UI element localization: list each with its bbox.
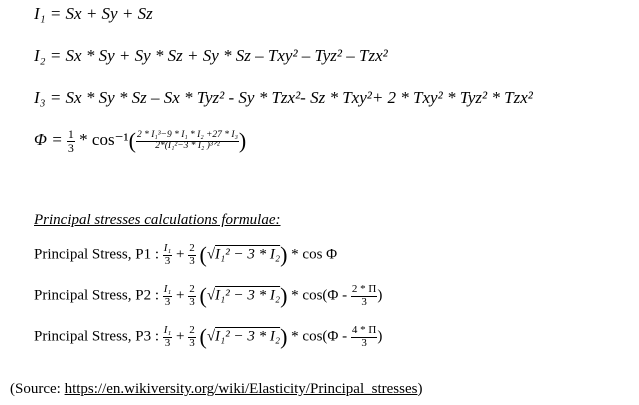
principal-label: Principal Stress, P3 : (34, 328, 160, 345)
term-b: $\frac{2}{3}$ (189, 323, 195, 349)
phi-times: * (79, 130, 92, 149)
principal-row-p2: Principal Stress, P2 : $\frac{\text{I₁}}{3}$ + $\frac{2}{3}$ (√I₁² − 3 * I₂) * cos(Φ - $\frac{2 * \Pi}{3}$ ) (34, 282, 383, 308)
phi-argument (136, 131, 239, 152)
phi-denominator: 2*(I₁²−3 * I₂ )³ᐟ² (155, 140, 220, 151)
principal-row-p1: Principal Stress, P1 : $\frac{\text{I₁}}{3}$ + $\frac{2}{3}$ (√I₁² − 3 * I₂) * cos Φ (34, 241, 338, 267)
invariant-i1: I₁ = Sx + Sy + Sz (34, 4, 153, 23)
term-b: $\frac{2}{3}$ (189, 241, 195, 267)
invariant-i2: I₂ = Sx * Sy + Sy * Sz + Sy * Sz – Txy² – Tyz² – Tzx² (34, 46, 388, 65)
source-prefix: (Source: (10, 381, 65, 397)
invariant-i3: I₃ = Sx * Sy * Sz – Sx * Tyz² - Sy * Tzx²- Sz * Txy²+ 2 * Txy² * Tyz² * Tzx² (34, 88, 533, 107)
principal-row-p3: Principal Stress, P3 : $\frac{\text{I₁}}{3}$ + $\frac{2}{3}$ (√I₁² − 3 * I₂) * cos(Φ - $\frac{4 * \Pi}{3}$ ) (34, 323, 383, 349)
angle-fraction: $\frac{4 * \Pi}{3}$ (351, 323, 377, 349)
phi-coef-num: 1 (67, 127, 74, 141)
sqrt-body: I₁² − 3 * I₂ (215, 328, 281, 345)
principal-heading: Principal stresses calculations formulae: (34, 212, 281, 228)
phi-lhs: Φ = (34, 130, 67, 149)
phi-coefficient (67, 128, 75, 154)
source-suffix: ) (417, 381, 423, 397)
term-a: $\frac{\text{I₁}}{3}$ (163, 323, 172, 349)
term-b: $\frac{2}{3}$ (189, 282, 195, 308)
phi-numerator: 2 * I₁³−9 * I₁ * I₂ +27 * I₃ (136, 129, 238, 140)
principal-label: Principal Stress, P1 : (34, 246, 160, 263)
phi-func: cos⁻¹ (91, 130, 129, 149)
principal-label: Principal Stress, P2 : (34, 287, 160, 304)
principal-tail: * cos Φ (291, 246, 338, 263)
principal-tail: * cos(Φ - (291, 287, 351, 304)
sqrt-body: I₁² − 3 * I₂ (215, 287, 281, 304)
term-a: $\frac{\text{I₁}}{3}$ (163, 241, 172, 267)
source-link[interactable]: https://en.wikiversity.org/wiki/Elasticity/Principal_stresses (64, 381, 418, 397)
phi-equation: Φ = $\frac{1}{3}$ * cos⁻¹( $\frac{\text{2 * I₁³−9 * I₁ * I₂ +27 * I₃}}{\text{2*(I₁²−3 * I₂ )³ᐟ²}}$ ) (34, 127, 247, 155)
principal-tail: * cos(Φ - (291, 328, 351, 345)
sqrt-body: I₁² − 3 * I₂ (215, 246, 281, 263)
phi-coef-den: 3 (67, 140, 74, 155)
angle-fraction: $\frac{2 * \Pi}{3}$ (351, 282, 377, 308)
source-citation (10, 381, 422, 398)
term-a: $\frac{\text{I₁}}{3}$ (163, 282, 172, 308)
